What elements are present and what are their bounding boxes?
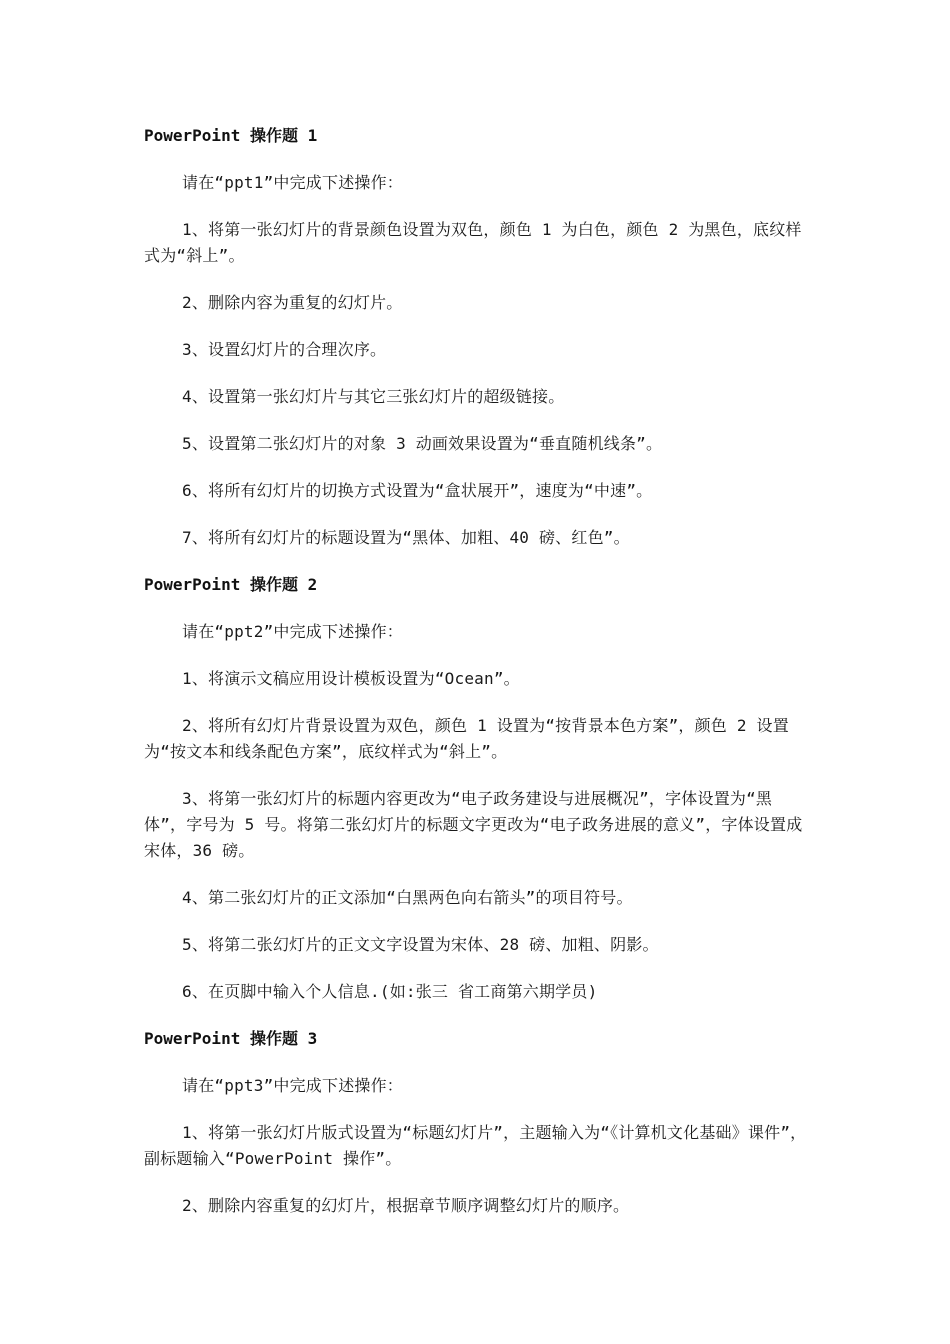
- section-heading: PowerPoint 操作题 2: [144, 575, 318, 594]
- task-item: 4、设置第一张幻灯片与其它三张幻灯片的超级链接。: [182, 387, 565, 406]
- section-intro: 请在“ppt1”中完成下述操作：: [182, 173, 403, 192]
- section-heading: PowerPoint 操作题 3: [144, 1029, 318, 1048]
- task-item: 7、将所有幻灯片的标题设置为“黑体、加粗、40 磅、红色”。: [182, 528, 630, 547]
- task-item: 2、将所有幻灯片背景设置为双色，颜色 1 设置为“按背景本色方案”，颜色 2 设置为“按文本和线条配色方案”，底纹样式为“斜上”。: [144, 716, 789, 761]
- task-item: 6、在页脚中输入个人信息.(如:张三 省工商第六期学员): [182, 982, 598, 1001]
- section-heading: PowerPoint 操作题 1: [144, 126, 318, 145]
- task-item: 3、将第一张幻灯片的标题内容更改为“电子政务建设与进展概况”，字体设置为“黑体”，字号为 5 号。将第二张幻灯片的标题文字更改为“电子政务进展的意义”，字体设置成宋体，36 磅。: [144, 789, 803, 860]
- section-intro: 请在“ppt3”中完成下述操作：: [182, 1076, 403, 1095]
- task-item: 1、将第一张幻灯片版式设置为“标题幻灯片”，主题输入为“《计算机文化基础》课件”，副标题输入“PowerPoint 操作”。: [144, 1123, 807, 1168]
- document-body: [144, 123, 812, 1240]
- task-item: 2、删除内容重复的幻灯片，根据章节顺序调整幻灯片的顺序。: [182, 1196, 630, 1215]
- task-item: 2、删除内容为重复的幻灯片。: [182, 293, 403, 312]
- task-item: 3、设置幻灯片的合理次序。: [182, 340, 387, 359]
- task-item: 1、将第一张幻灯片的背景颜色设置为双色，颜色 1 为白色，颜色 2 为黑色，底纹样式为“斜上”。: [144, 220, 802, 265]
- task-item: 1、将演示文稿应用设计模板设置为“Ocean”。: [182, 669, 520, 688]
- task-item: 5、将第二张幻灯片的正文文字设置为宋体、28 磅、加粗、阴影。: [182, 935, 659, 954]
- section-intro: 请在“ppt2”中完成下述操作：: [182, 622, 403, 641]
- task-item: 6、将所有幻灯片的切换方式设置为“盒状展开”，速度为“中速”。: [182, 481, 653, 500]
- task-item: 4、第二张幻灯片的正文添加“白黑两色向右箭头”的项目符号。: [182, 888, 633, 907]
- task-item: 5、设置第二张幻灯片的对象 3 动画效果设置为“垂直随机线条”。: [182, 434, 663, 453]
